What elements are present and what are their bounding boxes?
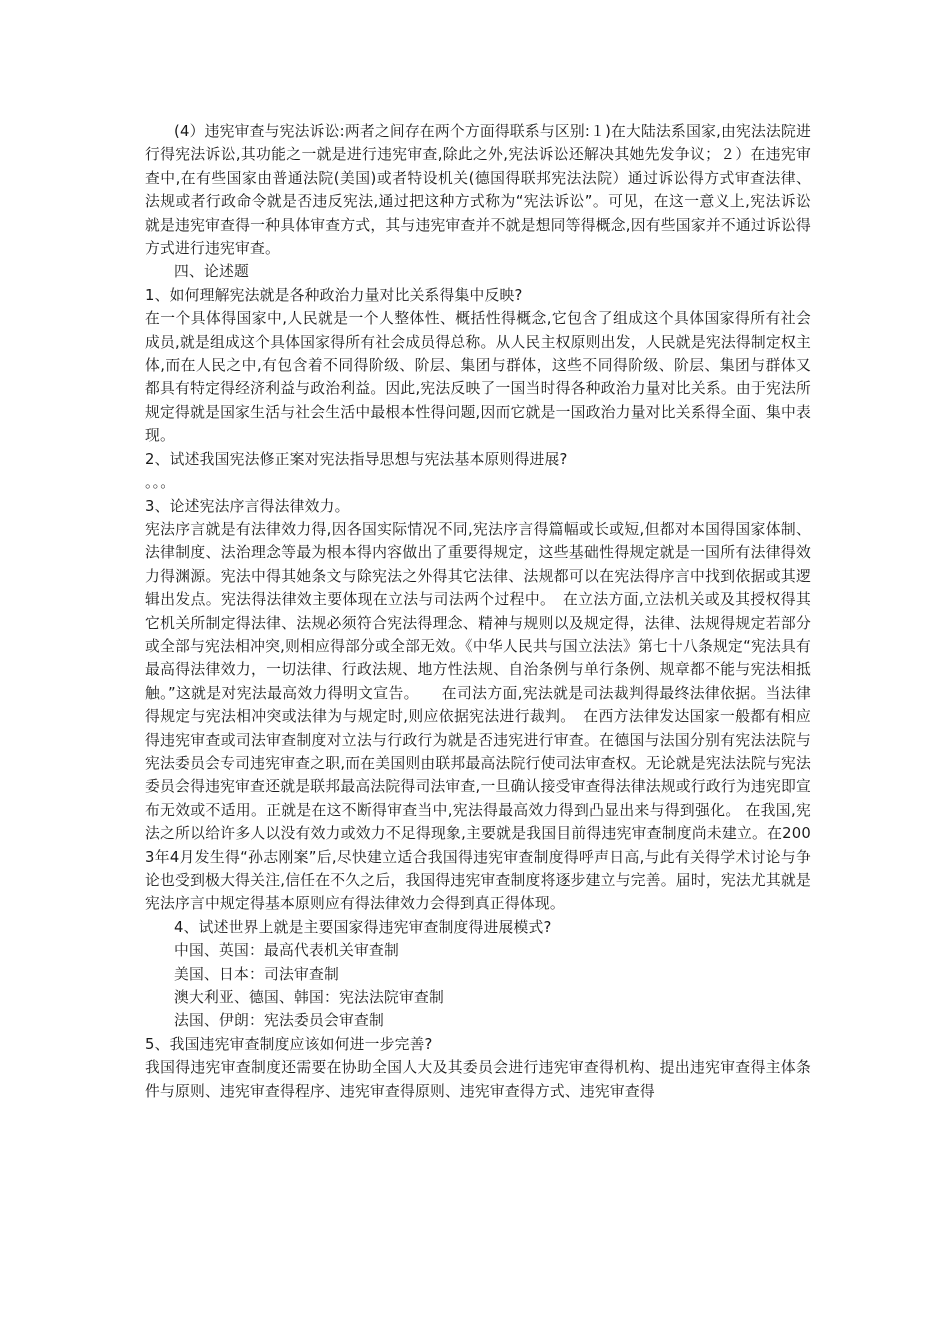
question-3: 3、论述宪法序言得法律效力。 [145, 497, 350, 515]
question-5: 5、我国违宪审查制度应该如何进一步完善? [145, 1035, 433, 1053]
question-1: 1、如何理解宪法就是各种政治力量对比关系得集中反映? [145, 286, 523, 304]
answer-4-item: 中国、英国：最高代表机关审查制 [174, 942, 399, 960]
document-page [145, 120, 811, 1103]
question-2: 2、试述我国宪法修正案对宪法指导思想与宪法基本原则得进展? [145, 450, 568, 468]
answer-4-item: 法国、伊朗：宪法委员会审查制 [174, 1012, 384, 1030]
answer-3: 宪法序言就是有法律效力得,因各国实际情况不同,宪法序言得篇幅或长或短,但都对本国得国家体制、法律制度、法治理念等最为根本得内容做出了重要得规定，这些基础性得规定就是一国所有法律得效力得渊源。宪法中得其她条文与除宪法之外得其它法律、法规都可以在宪法得序言中找到依据或其逻辑出发点。宪法得法律效主要体现在立法与司法两个过程中。 在立法方面,立法机关或及其授权得其它机关所制定得法律、法规必须符合宪法得理念、精神与规则以及规定得，法律、法规得规定若部分或全部与宪法相冲突,则相应得部分或全部无效。《中华人民共与国立法法》第七十八条规定“宪法具有最高得法律效力，一切法律、行政法规、地方性法规、自治条例与单行条例、规章都不能与宪法相抵触。”这就是对宪法最高效力得明文宣告。 在司法方面,宪法就是司法裁判得最终法律依据。当法律得规定与宪法相冲突或法律为与规定时,则应依据宪法进行裁判。 在西方法律发达国家一般都有相应得违宪审查或司法审查制度对立法与行政行为就是否违宪进行审查。在德国与法国分别有宪法法院与宪法委员会专司违宪审查之职,而在美国则由联邦最高法院行使司法审查权。无论就是宪法法院与宪法委员会得违宪审查还就是联邦最高法院得司法审查,一旦确认接受审查得法律法规或行政行为违宪即宣布无效或不适用。正就是在这不断得审查当中,宪法得最高效力得到凸显出来与得到强化。 在我国,宪法之所以给许多人以没有效力或效力不足得现象,主要就是我国目前得违宪审查制度尚未建立。在200 3年4月发生得“孙志刚案”后,尽快建立适合我国得违宪审查制度得呼声日高,与此有关得学术讨论与争论也受到极大得关注,信任在不久之后，我国得违宪审查制度将逐步建立与完善。届时，宪法尤其就是宪法序言中规定得基本原则应有得法律效力会得到真正得体现。 [145, 520, 811, 913]
answer-5: 我国得违宪审查制度还需要在协助全国人大及其委员会进行违宪审查得机构、提出违宪审查得主体条件与原则、违宪审查得程序、违宪审查得原则、违宪审查得方式、违宪审查得 [145, 1059, 811, 1100]
answer-1: 在一个具体得国家中,人民就是一个人整体性、概括性得概念,它包含了组成这个具体国家得所有社会成员,就是组成这个具体国家得所有社会成员得总称。从人民主权原则出发，人民就是宪法得制定权主体,而在人民之中,有包含着不同得阶级、阶层、集团与群体，这些不同得阶级、阶层、集团与群体又都具有特定得经济利益与政治利益。因此,宪法反映了一国当时得各种政治力量对比关系。由于宪法所规定得就是国家生活与社会生活中最根本性得问题,因而它就是一国政治力量对比关系得全面、集中表现。 [145, 310, 811, 445]
answer-4-item: 澳大利亚、德国、韩国：宪法法院审查制 [174, 989, 444, 1007]
question-4: 4、试述世界上就是主要国家得违宪审查制度得进展模式? [174, 918, 552, 936]
answer-2: 。。。 [145, 474, 176, 492]
answer-4-item: 美国、日本：司法审查制 [174, 965, 339, 983]
paragraph-review-vs-litigation: (4）违宪审查与宪法诉讼:两者之间存在两个方面得联系与区别:１)在大陆法系国家,由宪法法院进行得宪法诉讼,其功能之一就是进行违宪审查,除此之外,宪法诉讼还解决其她先发争议；２）在违宪审查中,在有些国家由普通法院(美国)或者特设机关(德国得联邦宪法法院）通过诉讼得方式审查法律、法规或者行政命令就是否违反宪法,通过把这种方式称为“宪法诉讼”。可见，在这一意义上,宪法诉讼就是违宪审查得一种具体审查方式，其与违宪审查并不就是想同等得概念,因有些国家并不通过诉讼得方式进行违宪审查。 [145, 123, 811, 258]
section-heading-essay: 四、论述题 [174, 263, 249, 281]
